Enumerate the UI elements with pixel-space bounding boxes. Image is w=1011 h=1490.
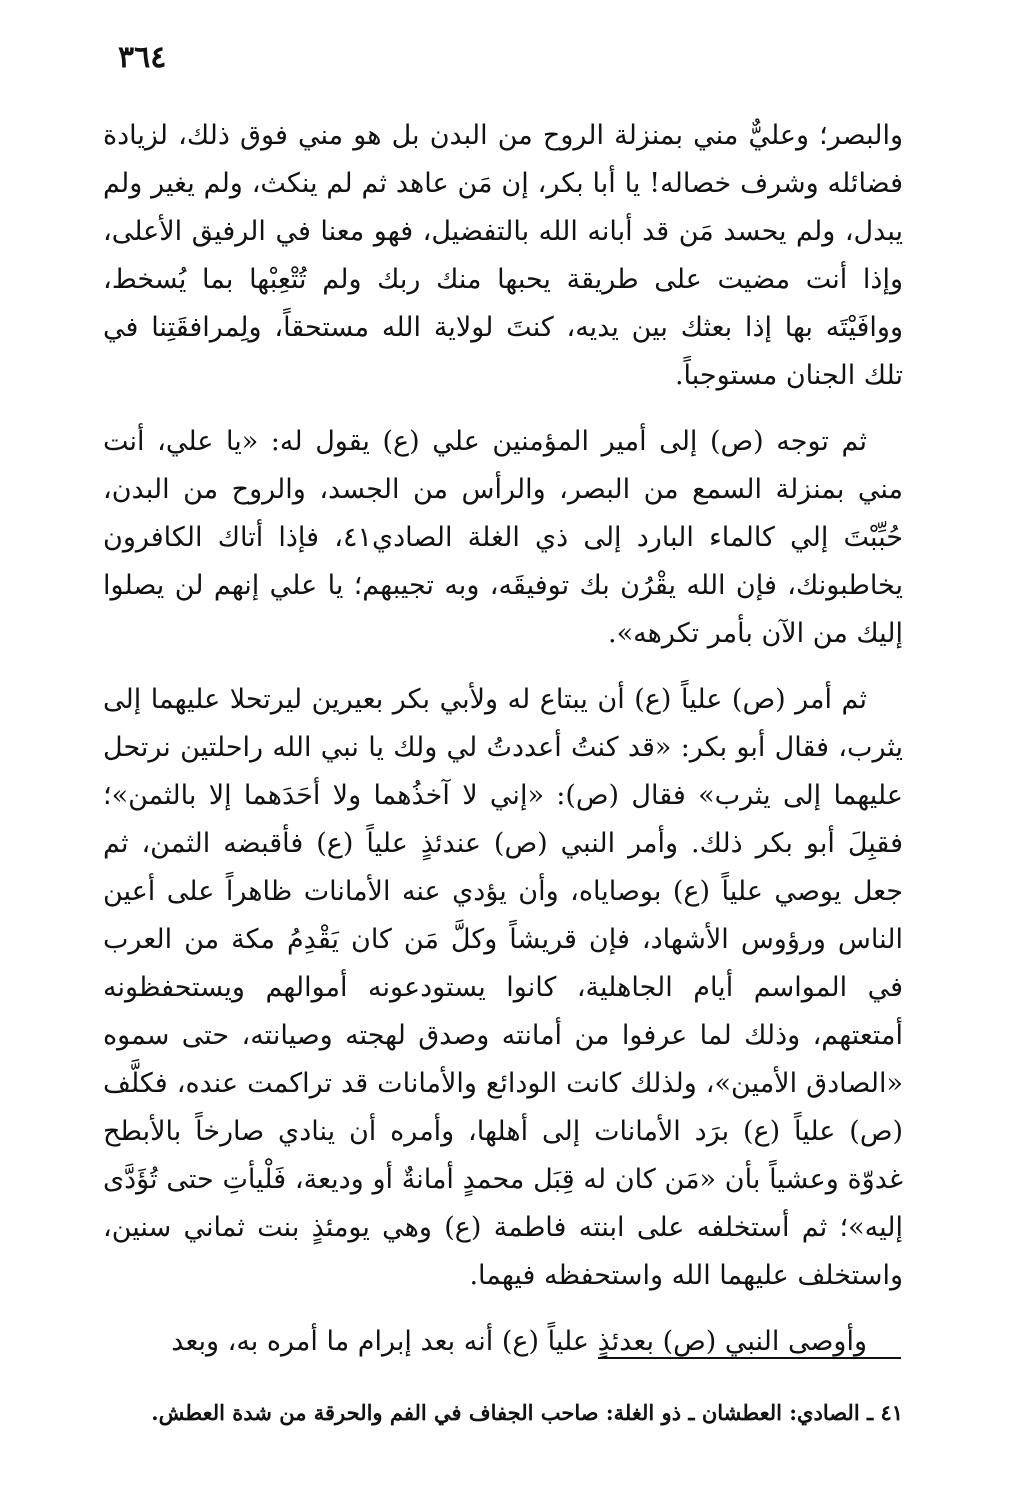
page-number: ٣٦٤ [118, 40, 167, 75]
paragraph-4: وأوصى النبي (ص) بعدئذٍ علياً (ع) أنه بعد إبرام ما أمره به، وبعد [171, 1326, 867, 1357]
footnote: ٤١ ـ الصادي: العطشان ـ ذو الغلة: صاحب الجفاف في الفم والحرقة من شدة العطش. [151, 1400, 903, 1425]
paragraph-1: والبصر؛ وعليٌّ مني بمنزلة الروح من البدن بل هو مني فوق ذلك، لزيادة فضائله وشرف خصاله! يا أبا بكر، إن مَن عاهد ثم لم ينكث، ولم يغير ولم يبدل، ولم يحسد مَن قد أبانه الله بالتفضيل، فهو معنا في الرفيق الأعلى، وإذا أنت مضيت على طريقة يحبها منك ربك ولم تُتْعِبْها بما يُسخط، ووافَيْتَه بها إذا بعثك بين يديه، كنتَ لولاية الله مستحقاً، ولِمرافقَتِنا في تلك الجنان مستوجباً. [103, 120, 903, 391]
footnote-divider [598, 1357, 901, 1359]
paragraph-2: ثم توجه (ص) إلى أمير المؤمنين علي (ع) يقول له: «يا علي، أنت مني بمنزلة السمع من البصر، والرأس من الجسد، والروح من البدن، حُبِّبْتَ إلي كالماء البارد إلى ذي الغلة الصادي٤١، فإذا أتاك الكافرون يخاطبونك، فإن الله يقْرُن بك توفيقَه، وبه تجيبهم؛ يا علي إنهم لن يصلوا إليك من الآن بأمر تكرهه». [103, 426, 903, 649]
paragraph-3: ثم أمر (ص) علياً (ع) أن يبتاع له ولأبي بكر بعيرين ليرتحلا عليهما إلى يثرب، فقال أبو بكر: «قد كنتُ أعددتُ لي ولك يا نبي الله راحلتين نرتحل عليهما إلى يثرب» فقال (ص): «إني لا آخذُهما ولا أحَدَهما إلا بالثمن»؛ فقبِلَ أبو بكر ذلك. وأمر النبي (ص) عندئذٍ علياً (ع) فأقبضه الثمن، ثم جعل يوصي علياً (ع) بوصاياه، وأن يؤدي عنه الأمانات ظاهراً على أعين الناس ورؤوس الأشهاد، فإن قريشاً وكلَّ مَن كان يَقْدِمُ مكة من العرب في المواسم أيام الجاهلية، كانوا يستودعونه أموالهم ويستحفظونه أمتعتهم، وذلك لما عرفوا من أمانته وصدق لهجته وصيانته، حتى سموه «الصادق الأمين»، ولذلك كانت الودائع والأمانات قد تراكمت عنده، فكلَّف (ص) علياً (ع) برَد الأمانات إلى أهلها، وأمره أن ينادي صارخاً بالأبطح غدوّة وعشياً بأن «مَن كان له قِبَل محمدٍ أمانةٌ أو وديعة، فَلْيأتِ حتى تُؤَدَّى إليه»؛ ثم أستخلفه على ابنته فاطمة (ع) وهي يومئذٍ بنت ثماني سنين، واستخلف عليهما الله واستحفظه فيهما. [103, 684, 903, 1291]
body-text [103, 112, 903, 1384]
